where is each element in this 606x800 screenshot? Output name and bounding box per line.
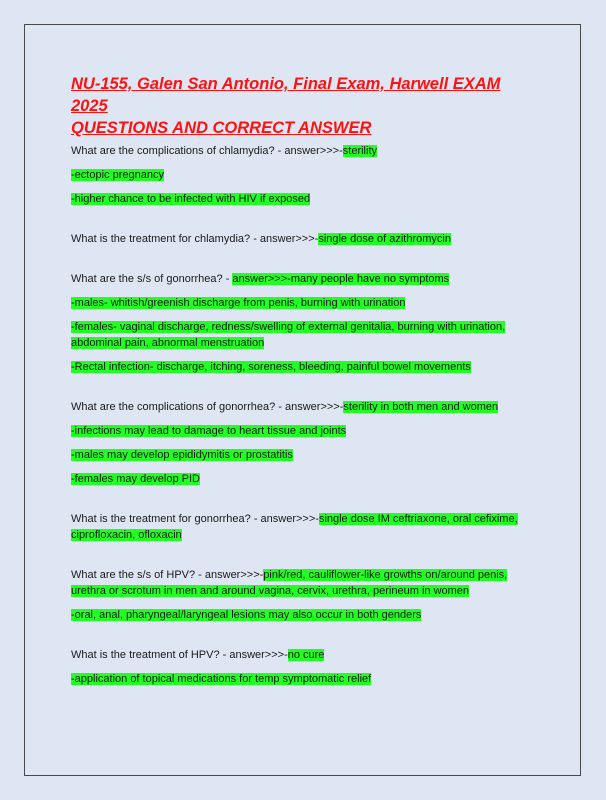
document-title — [71, 73, 531, 139]
answer-highlight: -Rectal infection- discharge, itching, soreness, bleeding, painful bowel movements — [71, 361, 471, 373]
answer-highlight: answer>>>-many people have no symptoms — [232, 273, 450, 285]
question-text: What are the s/s of HPV? - answer>>>- — [71, 569, 264, 581]
answer-highlight: -higher chance to be infected with HIV if exposed — [71, 193, 311, 205]
answer-highlight: ciprofloxacin, ofloxacin — [71, 529, 182, 541]
answer-highlight: pink/red, cauliflower-like growths on/around penis, — [263, 569, 508, 581]
title-line-1: NU-155, Galen San Antonio, Final Exam, Harwell EXAM 2025 — [71, 75, 501, 115]
question-text: What are the complications of chlamydia? - answer>>>- — [71, 145, 343, 157]
document-body — [71, 73, 531, 695]
question-chlamydia-complications — [71, 143, 531, 159]
answer-highlight: -ectopic pregnancy — [71, 169, 164, 181]
answer-item — [71, 447, 531, 463]
answer-item — [71, 359, 531, 375]
question-chlamydia-treatment — [71, 231, 531, 247]
answer-item — [71, 191, 531, 207]
question-gonorrhea-treatment — [71, 511, 531, 543]
answer-item — [71, 671, 531, 687]
answer-highlight: sterility — [342, 145, 378, 157]
question-text: What is the treatment for gonorrhea? - answer>>>- — [71, 513, 319, 525]
answer-highlight: -males may develop epididymitis or prostatitis — [71, 449, 293, 461]
answer-highlight: single dose IM ceftriaxone, oral cefixime, — [318, 513, 518, 525]
answer-item — [71, 319, 531, 351]
question-text: What are the s/s of gonorrhea? - — [71, 273, 233, 285]
question-text: What is the treatment of HPV? - answer>>>- — [71, 649, 288, 661]
answer-highlight: -oral, anal, pharyngeal/laryngeal lesions may also occur in both genders — [71, 609, 422, 621]
answer-highlight: -males- whitish/greenish discharge from penis, burning with urination — [71, 297, 406, 309]
answer-item — [71, 471, 531, 487]
answer-highlight: single dose of azithromycin — [318, 233, 451, 245]
answer-item — [71, 295, 531, 311]
answer-highlight: -females may develop PID — [71, 473, 200, 485]
answer-highlight: abdominal pain, abnormal menstruation — [71, 337, 265, 349]
question-gonorrhea-complications — [71, 399, 531, 415]
question-text: What is the treatment for chlamydia? - answer>>>- — [71, 233, 319, 245]
answer-highlight: urethra or scrotum in men and around vagina, cervix, urethra, perineum in women — [71, 585, 470, 597]
title-line-2: QUESTIONS AND CORRECT ANSWER — [71, 119, 372, 137]
answer-item — [71, 607, 531, 623]
question-gonorrhea-symptoms — [71, 271, 531, 287]
answer-highlight: -application of topical medications for temp symptomatic relief — [71, 673, 372, 685]
answer-highlight: -females- vaginal discharge, redness/swelling of external genitalia, burning with urination, — [71, 321, 506, 333]
question-text: What are the complications of gonorrhea? - answer>>>- — [71, 401, 344, 413]
question-hpv-treatment — [71, 647, 531, 663]
answer-item — [71, 423, 531, 439]
answer-highlight: no cure — [287, 649, 325, 661]
answer-item — [71, 167, 531, 183]
answer-highlight: sterility in both men and women — [343, 401, 499, 413]
question-hpv-symptoms — [71, 567, 531, 599]
answer-highlight: -infections may lead to damage to heart tissue and joints — [71, 425, 347, 437]
